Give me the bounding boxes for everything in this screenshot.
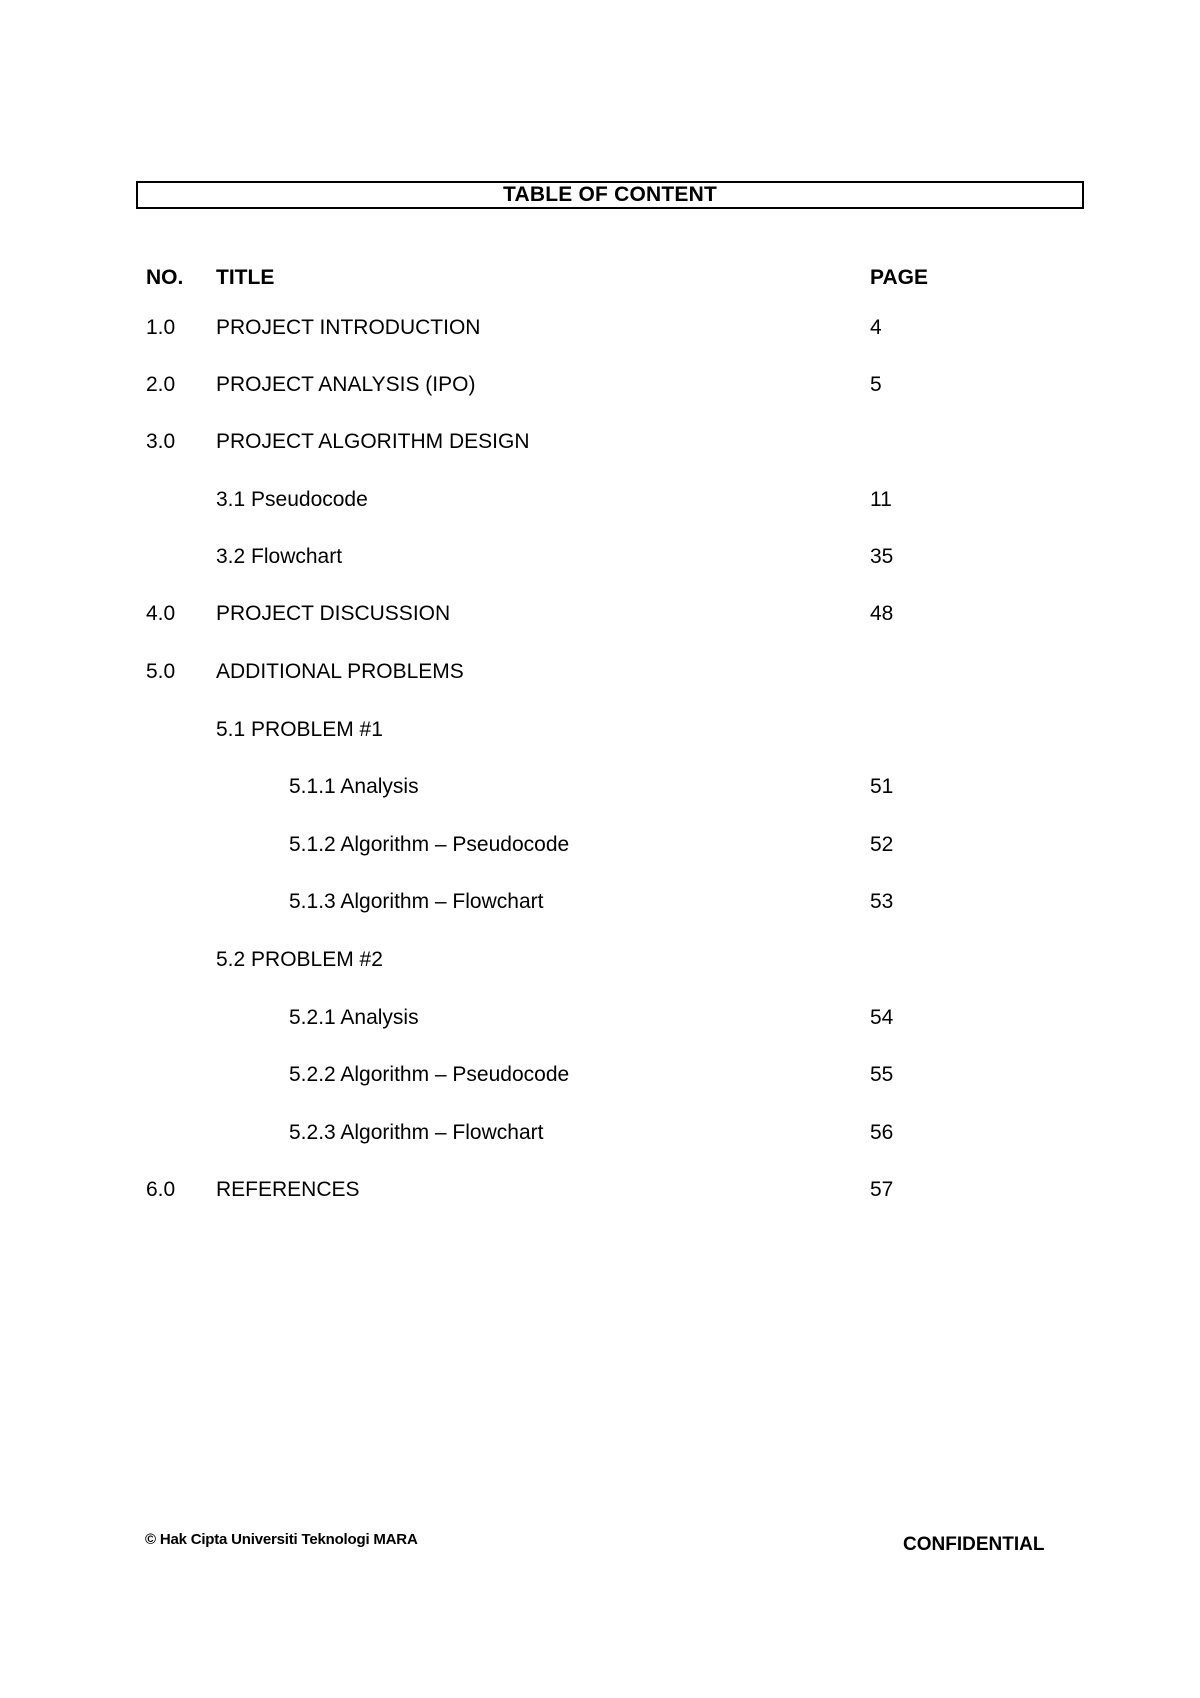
toc-row bbox=[0, 1060, 1200, 1090]
toc-row-no: 1.0 bbox=[146, 316, 176, 339]
toc-row-title: 5.1.1 Analysis bbox=[289, 775, 419, 798]
toc-header-row bbox=[0, 263, 1200, 293]
toc-row-page: 55 bbox=[870, 1063, 894, 1086]
confidential-label: CONFIDENTIAL bbox=[903, 1534, 1045, 1555]
toc-row-no: 6.0 bbox=[146, 1178, 176, 1201]
toc-row bbox=[0, 542, 1200, 572]
toc-row-page: 4 bbox=[870, 316, 882, 339]
toc-row-title: ADDITIONAL PROBLEMS bbox=[216, 660, 464, 683]
toc-row-title: 5.2.2 Algorithm – Pseudocode bbox=[289, 1063, 570, 1086]
toc-row-title: PROJECT INTRODUCTION bbox=[216, 316, 481, 339]
toc-row bbox=[0, 715, 1200, 745]
toc-row bbox=[0, 772, 1200, 802]
toc-row bbox=[0, 945, 1200, 975]
toc-row-title: 5.1.3 Algorithm – Flowchart bbox=[289, 890, 544, 913]
column-header-title: TITLE bbox=[216, 266, 275, 289]
toc-row-title: 5.2 PROBLEM #2 bbox=[216, 948, 383, 971]
toc-heading bbox=[136, 181, 1084, 209]
toc-row-no: 4.0 bbox=[146, 602, 176, 625]
toc-row-page: 56 bbox=[870, 1121, 894, 1144]
toc-row-no: 5.0 bbox=[146, 660, 176, 683]
toc-row bbox=[0, 313, 1200, 343]
toc-row bbox=[0, 1118, 1200, 1148]
toc-row-title: 5.1.2 Algorithm – Pseudocode bbox=[289, 833, 570, 856]
toc-row-no: 3.0 bbox=[146, 430, 176, 453]
toc-row-title: 5.2.1 Analysis bbox=[289, 1006, 419, 1029]
toc-row bbox=[0, 830, 1200, 860]
toc-row-page: 35 bbox=[870, 545, 894, 568]
toc-row-page: 52 bbox=[870, 833, 894, 856]
toc-row-title: PROJECT ALGORITHM DESIGN bbox=[216, 430, 530, 453]
toc-row-page: 11 bbox=[870, 488, 892, 511]
column-header-page: PAGE bbox=[870, 266, 928, 289]
toc-row-title: 3.2 Flowchart bbox=[216, 545, 343, 568]
toc-row-title: PROJECT ANALYSIS (IPO) bbox=[216, 373, 476, 396]
toc-row-title: REFERENCES bbox=[216, 1178, 360, 1201]
toc-row-page: 53 bbox=[870, 890, 894, 913]
toc-row-title: 5.2.3 Algorithm – Flowchart bbox=[289, 1121, 544, 1144]
toc-row bbox=[0, 887, 1200, 917]
toc-row bbox=[0, 1003, 1200, 1033]
toc-row-no: 2.0 bbox=[146, 373, 176, 396]
toc-row bbox=[0, 599, 1200, 629]
toc-row-page: 48 bbox=[870, 602, 894, 625]
copyright-notice: © Hak Cipta Universiti Teknologi MARA bbox=[145, 1531, 418, 1548]
toc-row-title: 5.1 PROBLEM #1 bbox=[216, 718, 383, 741]
toc-row-page: 57 bbox=[870, 1178, 894, 1201]
toc-row bbox=[0, 485, 1200, 515]
toc-row-page: 51 bbox=[870, 775, 894, 798]
toc-row bbox=[0, 1175, 1200, 1205]
column-header-no: NO. bbox=[146, 266, 184, 289]
toc-row bbox=[0, 657, 1200, 687]
toc-row-page: 54 bbox=[870, 1006, 894, 1029]
toc-heading-text: TABLE OF CONTENT bbox=[503, 183, 717, 206]
toc-row bbox=[0, 370, 1200, 400]
toc-row bbox=[0, 427, 1200, 457]
toc-row-title: 3.1 Pseudocode bbox=[216, 488, 368, 511]
toc-row-page: 5 bbox=[870, 373, 882, 396]
toc-row-title: PROJECT DISCUSSION bbox=[216, 602, 451, 625]
